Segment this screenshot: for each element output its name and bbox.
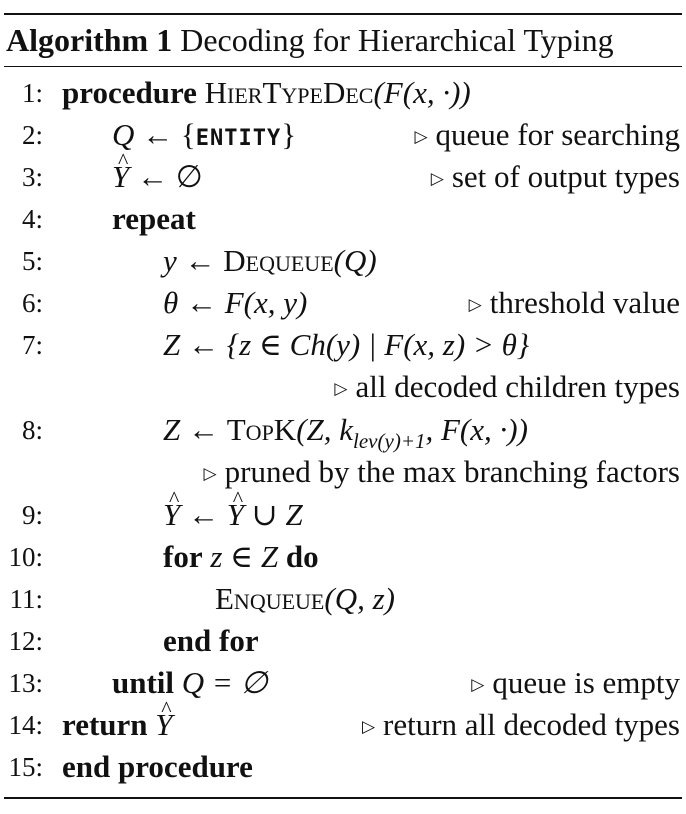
loop-expr: z ∈ Z bbox=[202, 539, 286, 574]
keyword: repeat bbox=[112, 201, 196, 236]
comment-text: queue is empty bbox=[492, 665, 680, 700]
line-number: 13: bbox=[8, 668, 43, 698]
line-number: 6: bbox=[21, 288, 43, 318]
keyword: for bbox=[163, 539, 203, 574]
line-code bbox=[163, 240, 377, 282]
procedure-args: (F(x, ·)) bbox=[373, 75, 471, 110]
caption-label: Algorithm 1 bbox=[6, 22, 173, 58]
procedure-args: (Q, z) bbox=[324, 581, 395, 616]
line-code bbox=[163, 494, 303, 536]
algo-line-1 bbox=[0, 72, 686, 114]
algo-line-6 bbox=[0, 282, 686, 324]
algo-line-8-comment bbox=[0, 451, 686, 493]
line-number: 15: bbox=[8, 752, 43, 782]
algo-line-4 bbox=[0, 198, 686, 240]
line-code bbox=[112, 114, 296, 160]
algo-line-12 bbox=[0, 620, 686, 662]
line-code bbox=[215, 578, 395, 620]
procedure-name: TopK bbox=[226, 412, 297, 447]
subscript: lev(y)+1 bbox=[353, 429, 426, 453]
comment-marker-icon: ▷ bbox=[430, 169, 444, 188]
line-comment bbox=[414, 114, 680, 161]
comment-marker-icon: ▷ bbox=[414, 127, 428, 146]
keyword: end for bbox=[163, 623, 259, 658]
line-number: 11: bbox=[9, 584, 43, 614]
assign-lhs: y ← bbox=[163, 243, 224, 278]
comment-text: return all decoded types bbox=[383, 707, 680, 742]
assign-rest: ∪ Z bbox=[244, 497, 303, 532]
caption-rule bbox=[4, 66, 682, 67]
condition: Q = ∅ bbox=[174, 665, 268, 700]
line-number: 7: bbox=[21, 330, 43, 360]
line-number: 3: bbox=[21, 162, 43, 192]
line-code bbox=[163, 409, 528, 454]
assign-mid: ← bbox=[180, 497, 227, 532]
comment-text: set of output types bbox=[451, 159, 680, 194]
line-number: 10: bbox=[8, 542, 43, 572]
line-comment bbox=[334, 366, 680, 413]
line-code bbox=[163, 536, 319, 578]
algo-line-15 bbox=[0, 746, 686, 788]
comment-marker-icon: ▷ bbox=[471, 675, 485, 694]
brace-open: { bbox=[180, 117, 196, 152]
line-number: 12: bbox=[8, 626, 43, 656]
procedure-name: HierTypeDec bbox=[204, 75, 374, 110]
line-number: 14: bbox=[8, 710, 43, 740]
bottom-rule bbox=[4, 797, 682, 799]
line-comment bbox=[471, 662, 680, 709]
procedure-args: (Q) bbox=[333, 243, 377, 278]
procedure-args-b: , F(x, ·)) bbox=[425, 412, 528, 447]
line-number: 8: bbox=[21, 415, 43, 445]
assign-lhs: Q ← bbox=[112, 117, 174, 152]
algo-line-2 bbox=[0, 114, 686, 156]
line-number: 4: bbox=[21, 204, 43, 234]
assign-rest: ← ∅ bbox=[129, 159, 203, 194]
procedure-name: Dequeue bbox=[223, 243, 334, 278]
comment-marker-icon: ▷ bbox=[361, 717, 376, 736]
y-hat-symbol: ^ Y bbox=[163, 494, 180, 536]
caption-title: Decoding for Hierarchical Typing bbox=[180, 22, 614, 58]
line-number: 5: bbox=[21, 246, 43, 276]
y-hat-symbol: ^ Y bbox=[227, 494, 244, 536]
line-comment bbox=[431, 156, 680, 203]
comment-marker-icon: ▷ bbox=[203, 464, 217, 483]
keyword: until bbox=[112, 665, 175, 700]
line-number: 2: bbox=[21, 120, 43, 150]
top-rule bbox=[4, 13, 682, 15]
line-code bbox=[112, 662, 268, 704]
line-code bbox=[62, 704, 173, 746]
y-hat-symbol: ^ Y bbox=[155, 704, 172, 746]
brace-close: } bbox=[281, 117, 297, 152]
line-number: 1: bbox=[21, 78, 43, 108]
algo-line-10 bbox=[0, 536, 686, 578]
procedure-args-a: (Z, k bbox=[296, 412, 354, 447]
algo-line-7 bbox=[0, 324, 686, 366]
algo-line-9 bbox=[0, 494, 686, 536]
line-code: Z ← {z ∈ Ch(y) | F(x, z) > θ} bbox=[163, 327, 530, 362]
comment-text: pruned by the max branching factors bbox=[224, 454, 680, 489]
keyword: return bbox=[62, 707, 148, 742]
keyword: procedure bbox=[62, 75, 197, 110]
line-code: θ ← F(x, y) bbox=[163, 285, 308, 320]
procedure-name: Enqueue bbox=[215, 581, 325, 616]
line-code bbox=[112, 156, 203, 198]
comment-text: queue for searching bbox=[435, 117, 680, 152]
comment-marker-icon: ▷ bbox=[468, 295, 482, 314]
algo-line-13 bbox=[0, 662, 686, 704]
line-comment bbox=[204, 451, 680, 498]
keyword: do bbox=[285, 539, 319, 574]
comment-text: threshold value bbox=[489, 285, 680, 320]
line-code bbox=[62, 72, 471, 114]
algo-line-14 bbox=[0, 704, 686, 746]
line-number: 9: bbox=[21, 500, 43, 530]
entity-token: ENTITY bbox=[195, 126, 282, 151]
algo-line-3 bbox=[0, 156, 686, 198]
algo-line-11 bbox=[0, 578, 686, 620]
line-comment bbox=[362, 704, 680, 751]
y-hat-symbol: ^ Y bbox=[112, 156, 129, 198]
algo-line-5 bbox=[0, 240, 686, 282]
algo-line-8 bbox=[0, 409, 686, 451]
comment-marker-icon: ▷ bbox=[334, 379, 348, 398]
comment-text: all decoded children types bbox=[355, 369, 680, 404]
algo-line-7-comment bbox=[0, 366, 686, 408]
algorithm-caption bbox=[6, 18, 614, 62]
keyword: end procedure bbox=[62, 749, 253, 784]
line-comment bbox=[469, 282, 680, 329]
assign-lhs: Z ← bbox=[163, 412, 227, 447]
